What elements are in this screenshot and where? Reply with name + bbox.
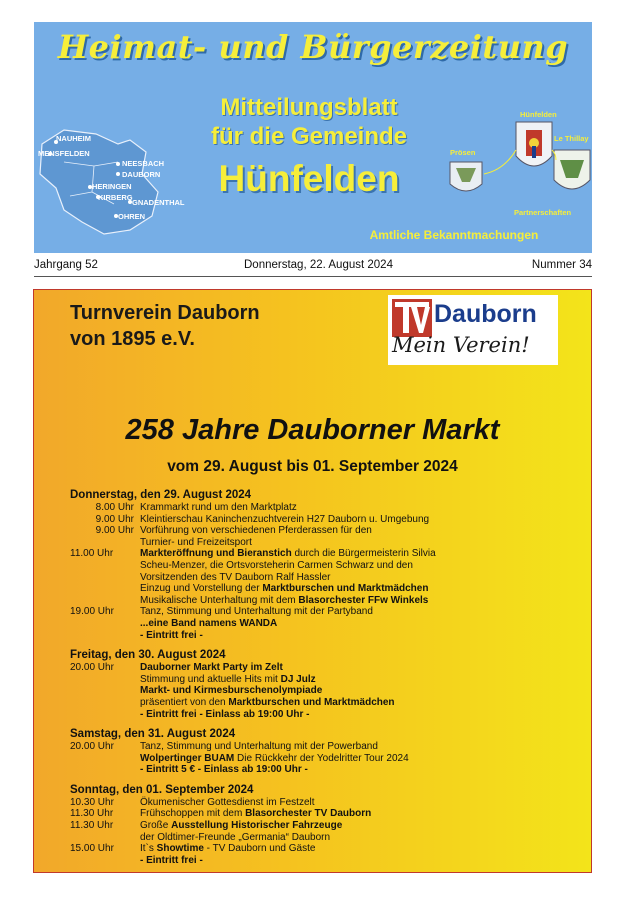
event-text-highlight: ...eine Band namens WANDA	[140, 617, 278, 629]
event-text-highlight: Ausstellung Historischer Fahrzeuge	[171, 820, 343, 832]
program-event	[70, 820, 570, 843]
event-description-line	[140, 662, 395, 674]
event-time: 19.00 Uhr	[70, 606, 114, 618]
event-text: Große	[140, 820, 172, 832]
event-time: 10.30 Uhr	[70, 796, 114, 808]
event-description	[136, 808, 371, 820]
tv-emblem-text: TV	[412, 323, 414, 324]
event-time: 20.00 Uhr	[70, 741, 114, 753]
event-text-highlight: - Eintritt frei - Einlass ab 19:00 Uhr -	[140, 708, 310, 720]
map-label-gnadenthal: GNADENTHAL	[132, 198, 185, 207]
event-description	[136, 843, 315, 866]
logo-club-name: Dauborn	[434, 300, 537, 328]
coat-of-arms-icon	[444, 110, 592, 230]
event-time: 15.00 Uhr	[70, 843, 114, 855]
map-label-neesbach: NEESBACH	[122, 159, 165, 168]
event-description	[136, 514, 429, 526]
event-description	[136, 797, 315, 809]
crest-label-partnerschaften: Partnerschaften	[514, 208, 572, 217]
event-text: Kleintierschau Kaninchenzuchtverein H27 Dauborn u. Umgebung	[140, 513, 430, 525]
event-text: Stimmung und aktuelle Hits mit	[140, 673, 281, 685]
event-description-line	[140, 548, 436, 560]
event-text: Frühschoppen mit dem	[140, 808, 246, 820]
issue-volume: Jahrgang 52	[34, 259, 98, 271]
event-text: Die Rückkehr der Yodelritter Tour 2024	[234, 752, 409, 764]
map-label-ohren: OHREN	[118, 212, 146, 221]
event-time: 11.30 Uhr	[70, 820, 114, 832]
event-text-highlight: Dauborner Markt Party im Zelt	[140, 662, 283, 674]
event-text-highlight: Markteröffnung und Bieranstich	[140, 548, 292, 560]
event-text: Vorführung von verschiedenen Pferderassen für den	[140, 525, 372, 537]
event-text: Ökumenischer Gottesdienst im Festzelt	[140, 796, 315, 808]
map-label-mensfelden: MENSFELDEN	[38, 149, 90, 158]
program-event	[70, 525, 570, 548]
official-notices-label: Amtliche Bekanntmachungen	[369, 228, 539, 242]
event-text: Krammarkt rund um den Marktplatz	[140, 502, 297, 513]
program-day-title: Donnerstag, den 29. August 2024	[70, 489, 252, 501]
program-event	[70, 606, 570, 641]
event-description-line	[140, 502, 297, 514]
partnership-crests	[444, 110, 592, 230]
event-description-line	[140, 843, 315, 855]
map-label-heringen: HERINGEN	[92, 182, 132, 191]
event-text-highlight: - Eintritt 5 € - Einlass ab 19:00 Uhr -	[140, 764, 308, 776]
masthead-subtitle-line1: Mitteilungsblatt	[220, 94, 398, 121]
map-label-nauheim: NAUHEIM	[56, 134, 91, 143]
event-description-line	[140, 685, 395, 697]
event-description-line	[140, 741, 409, 753]
event-time: 9.00 Uhr	[95, 513, 134, 525]
event-description	[136, 502, 297, 514]
program-event	[70, 662, 570, 720]
program-day	[70, 727, 570, 776]
event-description	[136, 548, 436, 606]
event-description-line	[140, 753, 409, 765]
club-name	[70, 300, 260, 352]
crest-label-proesen: Prösen	[450, 148, 476, 157]
masthead-subtitle-line2: für die Gemeinde	[210, 123, 408, 150]
event-description-line	[140, 832, 342, 844]
program-day	[70, 648, 570, 720]
map-label-kirberg: KIRBERG	[98, 193, 133, 202]
event-text: Scheu-Menzer, die Ortsvorsteherin Carmen Schwarz und den	[140, 559, 413, 571]
masthead-town: Hünfelden	[218, 158, 400, 199]
event-time: 20.00 Uhr	[70, 662, 114, 674]
event-text: Musikalische Unterhaltung mit dem	[140, 594, 299, 606]
event-text: Turnier- und Freizeitsport	[140, 536, 252, 548]
event-text-highlight: Blasorchester FFw Winkels	[298, 594, 429, 606]
issue-bar	[34, 256, 592, 277]
event-description-line	[140, 606, 373, 618]
program-event	[70, 741, 570, 776]
club-name-line2: von 1895 e.V.	[70, 328, 195, 350]
event-text-highlight: Wolpertinger BUAM	[140, 752, 235, 764]
program-event	[70, 502, 570, 514]
event-description-line	[140, 537, 372, 549]
event-description	[136, 606, 373, 641]
crest-label-huenfelden: Hünfelden	[520, 110, 557, 119]
program-day-title: Sonntag, den 01. September 2024	[70, 783, 254, 796]
event-text-highlight: - Eintritt frei -	[140, 629, 203, 641]
event-text: der Oldtimer-Freunde „Germania“ Dauborn	[140, 831, 331, 843]
event-description-line	[140, 583, 436, 595]
event-description-line	[140, 709, 395, 721]
event-text: Vorsitzenden des TV Dauborn Ralf Hassler	[140, 571, 331, 583]
event-text: It`s	[140, 843, 157, 855]
event-dates: vom 29. August bis 01. September 2024	[167, 458, 458, 475]
newspaper-title: Heimat- und Bürgerzeitung	[57, 28, 569, 66]
event-text: präsentiert von den	[140, 696, 229, 708]
club-name-line1: Turnverein Dauborn	[70, 302, 260, 324]
event-time: 8.00 Uhr	[95, 502, 134, 513]
tv-emblem-icon	[392, 299, 432, 337]
event-text: - TV Dauborn und Gäste	[203, 843, 316, 855]
event-program	[70, 488, 570, 873]
program-event	[70, 808, 570, 820]
event-description-line	[140, 572, 436, 584]
event-description-line	[140, 855, 315, 867]
municipality-map	[34, 122, 184, 242]
event-description	[136, 820, 342, 843]
event-text: Tanz, Stimmung und Unterhaltung mit der Partyband	[140, 606, 373, 618]
event-description	[136, 525, 372, 548]
crest-label-le-thillay: Le Thillay	[554, 134, 589, 143]
issue-number: Nummer 34	[531, 259, 592, 271]
event-text-highlight: Marktburschen und Marktmädchen	[262, 583, 429, 595]
event-poster	[33, 289, 592, 873]
issue-date: Donnerstag, 22. August 2024	[244, 259, 393, 271]
program-day	[70, 783, 570, 867]
event-text-highlight: Blasorchester TV Dauborn	[245, 808, 372, 820]
event-text: Einzug und Vorstellung der	[140, 583, 263, 595]
event-description	[136, 741, 409, 776]
program-event	[70, 843, 570, 866]
program-event	[70, 514, 570, 526]
event-description-line	[140, 525, 372, 537]
event-description-line	[140, 674, 395, 686]
event-time: 11.30 Uhr	[70, 808, 114, 820]
program-event	[70, 797, 570, 809]
program-day-title: Freitag, den 30. August 2024	[70, 649, 226, 662]
event-description-line	[140, 560, 436, 572]
event-description-line	[140, 618, 373, 630]
masthead	[34, 22, 592, 253]
event-text-highlight: DJ Julz	[280, 673, 316, 685]
event-text-highlight: Showtime	[156, 843, 204, 855]
program-day-title: Samstag, den 31. August 2024	[70, 728, 236, 741]
event-description-line	[140, 764, 409, 776]
event-text-highlight: - Eintritt frei -	[140, 854, 203, 866]
event-description-line	[140, 820, 342, 832]
poster-headline: 258 Jahre Dauborner Markt	[125, 414, 500, 446]
logo-slogan: Mein Verein!	[392, 333, 530, 357]
map-label-dauborn: DAUBORN	[122, 170, 161, 179]
program-event	[70, 548, 570, 606]
event-time: 9.00 Uhr	[95, 525, 134, 537]
event-description-line	[140, 514, 429, 526]
club-logo	[388, 295, 558, 365]
program-day	[70, 488, 570, 641]
event-time: 11.00 Uhr	[70, 548, 114, 560]
event-description-line	[140, 595, 436, 607]
event-description-line	[140, 630, 373, 642]
event-description-line	[140, 697, 395, 709]
event-description-line	[140, 808, 371, 820]
event-text-highlight: Marktburschen und Marktmädchen	[228, 696, 395, 708]
event-text: durch die Bürgermeisterin Silvia	[291, 548, 436, 560]
event-text-highlight: Markt- und Kirmesburschenolympiade	[140, 685, 323, 697]
event-description-line	[140, 797, 315, 809]
event-description	[136, 662, 395, 720]
event-text: Tanz, Stimmung und Unterhaltung mit der Powerband	[140, 741, 378, 753]
